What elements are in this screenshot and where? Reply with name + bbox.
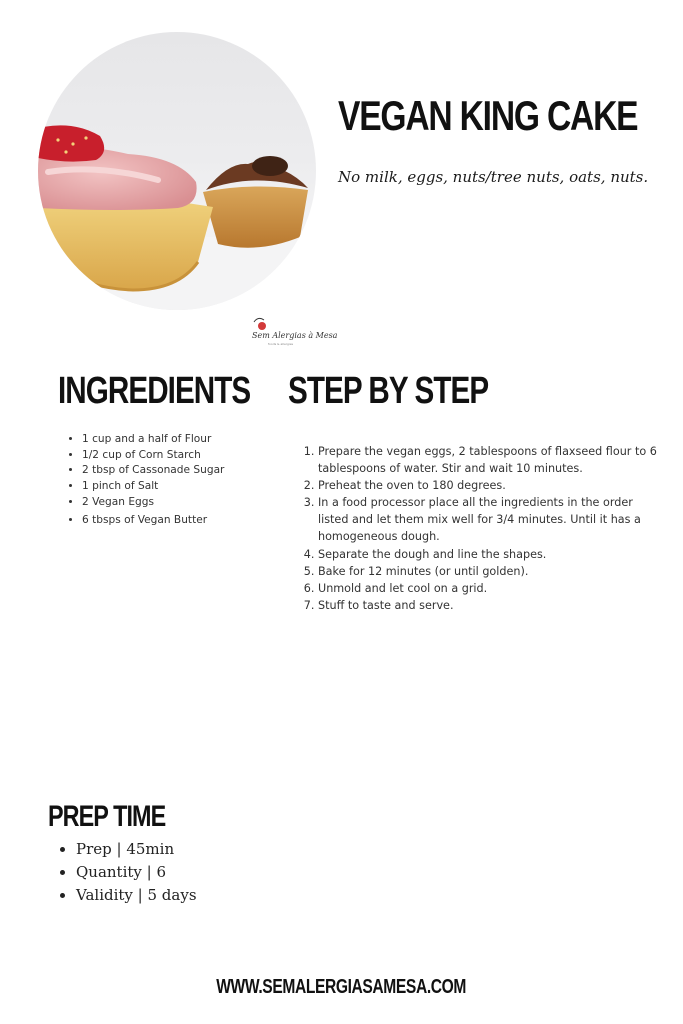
- recipe-title: VEGAN KING CAKE: [338, 92, 638, 139]
- steps-heading: STEP BY STEP: [288, 370, 489, 412]
- svg-text:Sem Alergias à Mesa: Sem Alergias à Mesa: [252, 331, 338, 340]
- ingredient-item: • 6 tbsps of Vegan Butter: [82, 513, 282, 529]
- prep-item: • Prep | 45min: [76, 838, 197, 861]
- step-item: 5. Bake for 12 minutes (or until golden).: [318, 563, 658, 580]
- recipe-photo: [38, 32, 316, 310]
- ingredient-item: • 1 pinch of Salt: [82, 479, 282, 495]
- ingredients-list: [50, 432, 282, 528]
- steps-list: [298, 443, 658, 614]
- prep-time-heading: PREP TIME: [48, 800, 166, 833]
- step-item: 4. Separate the dough and line the shapes.: [318, 546, 658, 563]
- step-item: 1. Prepare the vegan eggs, 2 tablespoons of flaxseed flour to 6 tablespoons of water. Stir and wait 10 minutes.: [318, 443, 658, 477]
- svg-text:foods & allergies: foods & allergies: [268, 342, 294, 346]
- brand-logo: [248, 312, 338, 354]
- prep-time-list: [44, 838, 197, 907]
- step-item: 3. In a food processor place all the ingredients in the order listed and let them mix well for 3/4 minutes. Until it has a homogeneous dough.: [318, 494, 658, 545]
- website-footer: [0, 976, 683, 999]
- step-item: 6. Unmold and let cool on a grid.: [318, 580, 658, 597]
- quantity-item: • Quantity | 6: [76, 861, 197, 884]
- validity-item: • Validity | 5 days: [76, 884, 197, 907]
- ingredient-item: • 2 tbsp of Cassonade Sugar: [82, 463, 282, 479]
- step-item: 7. Stuff to taste and serve.: [318, 597, 658, 614]
- ingredient-item: • 1 cup and a half of Flour: [82, 432, 282, 448]
- ingredient-item: • 1/2 cup of Corn Starch: [82, 448, 282, 464]
- ingredient-item: • 2 Vegan Eggs: [82, 495, 282, 511]
- step-item: 2. Preheat the oven to 180 degrees.: [318, 477, 658, 494]
- recipe-subtitle: No milk, eggs, nuts/tree nuts, oats, nuts.: [338, 168, 649, 186]
- website-link-text[interactable]: WWW.SEMALERGIASAMESA.COM: [216, 976, 467, 998]
- ingredients-heading: INGREDIENTS: [58, 370, 251, 412]
